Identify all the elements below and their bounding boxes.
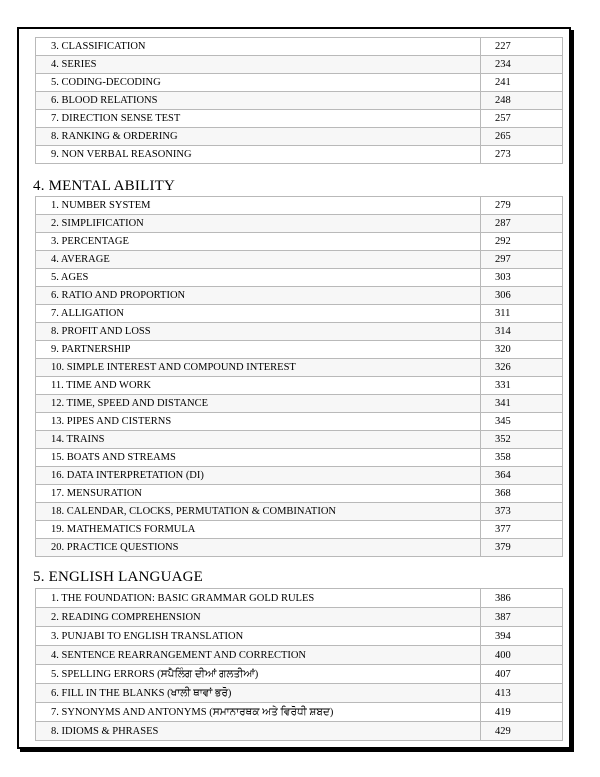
- toc-page-number: 387: [481, 608, 563, 627]
- toc-row: [36, 722, 563, 741]
- toc-page-number: 292: [481, 233, 563, 251]
- toc-topic: 5. AGES: [36, 269, 481, 287]
- toc-table-english-language: [35, 588, 563, 741]
- toc-page-number: 352: [481, 431, 563, 449]
- toc-row: [36, 146, 563, 164]
- toc-row: [36, 395, 563, 413]
- toc-row: [36, 449, 563, 467]
- toc-row: [36, 539, 563, 557]
- toc-topic: 17. MENSURATION: [36, 485, 481, 503]
- toc-page-number: 358: [481, 449, 563, 467]
- toc-page-number: 287: [481, 215, 563, 233]
- toc-row: [36, 627, 563, 646]
- toc-topic: 1. NUMBER SYSTEM: [36, 197, 481, 215]
- toc-topic: 10. SIMPLE INTEREST AND COMPOUND INTEREST: [36, 359, 481, 377]
- toc-row: [36, 431, 563, 449]
- toc-page-number: 364: [481, 467, 563, 485]
- toc-row: [36, 485, 563, 503]
- section-heading-english-language: 5. ENGLISH LANGUAGE: [33, 569, 204, 585]
- toc-page-number: 379: [481, 539, 563, 557]
- toc-row: [36, 703, 563, 722]
- toc-row: [36, 589, 563, 608]
- toc-topic: 8. IDIOMS & PHRASES: [36, 722, 481, 741]
- toc-page-number: 400: [481, 646, 563, 665]
- toc-page-number: 279: [481, 197, 563, 215]
- toc-row: [36, 503, 563, 521]
- toc-row: [36, 251, 563, 269]
- toc-row: [36, 467, 563, 485]
- toc-topic: 14. TRAINS: [36, 431, 481, 449]
- toc-page-number: 320: [481, 341, 563, 359]
- toc-page-number: 407: [481, 665, 563, 684]
- toc-row: [36, 377, 563, 395]
- toc-topic: 19. MATHEMATICS FORMULA: [36, 521, 481, 539]
- toc-page-number: 413: [481, 684, 563, 703]
- toc-row: [36, 608, 563, 627]
- toc-page-number: 248: [481, 92, 563, 110]
- toc-topic: 15. BOATS AND STREAMS: [36, 449, 481, 467]
- toc-row: [36, 323, 563, 341]
- toc-row: [36, 665, 563, 684]
- toc-topic: 5. SPELLING ERRORS (ਸਪੈਲਿੰਗ ਦੀਆਂ ਗਲਤੀਆਂ): [36, 665, 481, 684]
- toc-topic: 4. SENTENCE REARRANGEMENT AND CORRECTION: [36, 646, 481, 665]
- toc-topic: 9. NON VERBAL REASONING: [36, 146, 481, 164]
- toc-row: [36, 215, 563, 233]
- toc-row: [36, 233, 563, 251]
- toc-topic: 9. PARTNERSHIP: [36, 341, 481, 359]
- toc-topic: 3. PERCENTAGE: [36, 233, 481, 251]
- toc-page-number: 241: [481, 74, 563, 92]
- toc-row: [36, 92, 563, 110]
- toc-topic: 7. ALLIGATION: [36, 305, 481, 323]
- toc-page-number: 429: [481, 722, 563, 741]
- toc-row: [36, 521, 563, 539]
- toc-page-number: 314: [481, 323, 563, 341]
- toc-page-number: 394: [481, 627, 563, 646]
- toc-topic: 3. PUNJABI TO ENGLISH TRANSLATION: [36, 627, 481, 646]
- toc-page-number: 377: [481, 521, 563, 539]
- toc-row: [36, 287, 563, 305]
- toc-page-number: 265: [481, 128, 563, 146]
- toc-row: [36, 56, 563, 74]
- toc-topic: 18. CALENDAR, CLOCKS, PERMUTATION & COMBINATION: [36, 503, 481, 521]
- toc-topic: 7. SYNONYMS AND ANTONYMS (ਸਮਾਨਾਰਥਕ ਅਤੇ ਵਿਰੋਧੀ ਸ਼ਬਦ): [36, 703, 481, 722]
- toc-row: [36, 269, 563, 287]
- section-heading-mental-ability: 4. MENTAL ABILITY: [33, 178, 176, 194]
- toc-page-number: 368: [481, 485, 563, 503]
- toc-topic: 6. RATIO AND PROPORTION: [36, 287, 481, 305]
- toc-topic: 6. BLOOD RELATIONS: [36, 92, 481, 110]
- toc-row: [36, 646, 563, 665]
- toc-row: [36, 684, 563, 703]
- toc-topic: 16. DATA INTERPRETATION (DI): [36, 467, 481, 485]
- toc-row: [36, 110, 563, 128]
- toc-row: [36, 38, 563, 56]
- toc-page-number: 273: [481, 146, 563, 164]
- toc-page-number: 419: [481, 703, 563, 722]
- toc-page-number: 297: [481, 251, 563, 269]
- toc-row: [36, 197, 563, 215]
- toc-page-number: 234: [481, 56, 563, 74]
- toc-topic: 8. PROFIT AND LOSS: [36, 323, 481, 341]
- toc-page-number: 341: [481, 395, 563, 413]
- toc-topic: 13. PIPES AND CISTERNS: [36, 413, 481, 431]
- toc-topic: 6. FILL IN THE BLANKS (ਖਾਲੀ ਥਾਵਾਂ ਭਰੋ): [36, 684, 481, 703]
- toc-topic: 4. SERIES: [36, 56, 481, 74]
- toc-row: [36, 341, 563, 359]
- toc-topic: 2. READING COMPREHENSION: [36, 608, 481, 627]
- toc-page-number: 386: [481, 589, 563, 608]
- toc-row: [36, 359, 563, 377]
- toc-topic: 5. CODING-DECODING: [36, 74, 481, 92]
- toc-page-number: 227: [481, 38, 563, 56]
- toc-page-number: 311: [481, 305, 563, 323]
- toc-page-number: 345: [481, 413, 563, 431]
- toc-page-number: 257: [481, 110, 563, 128]
- toc-topic: 11. TIME AND WORK: [36, 377, 481, 395]
- toc-page-number: 373: [481, 503, 563, 521]
- toc-page-number: 306: [481, 287, 563, 305]
- toc-topic: 7. DIRECTION SENSE TEST: [36, 110, 481, 128]
- toc-page-number: 303: [481, 269, 563, 287]
- toc-topic: 20. PRACTICE QUESTIONS: [36, 539, 481, 557]
- toc-topic: 8. RANKING & ORDERING: [36, 128, 481, 146]
- toc-row: [36, 413, 563, 431]
- toc-topic: 1. THE FOUNDATION: BASIC GRAMMAR GOLD RULES: [36, 589, 481, 608]
- toc-row: [36, 128, 563, 146]
- toc-topic: 12. TIME, SPEED AND DISTANCE: [36, 395, 481, 413]
- toc-topic: 3. CLASSIFICATION: [36, 38, 481, 56]
- toc-page-number: 331: [481, 377, 563, 395]
- toc-topic: 2. SIMPLIFICATION: [36, 215, 481, 233]
- toc-table-reasoning-continued: [35, 37, 563, 164]
- toc-table-mental-ability: [35, 196, 563, 557]
- toc-topic: 4. AVERAGE: [36, 251, 481, 269]
- toc-row: [36, 74, 563, 92]
- toc-row: [36, 305, 563, 323]
- toc-page-number: 326: [481, 359, 563, 377]
